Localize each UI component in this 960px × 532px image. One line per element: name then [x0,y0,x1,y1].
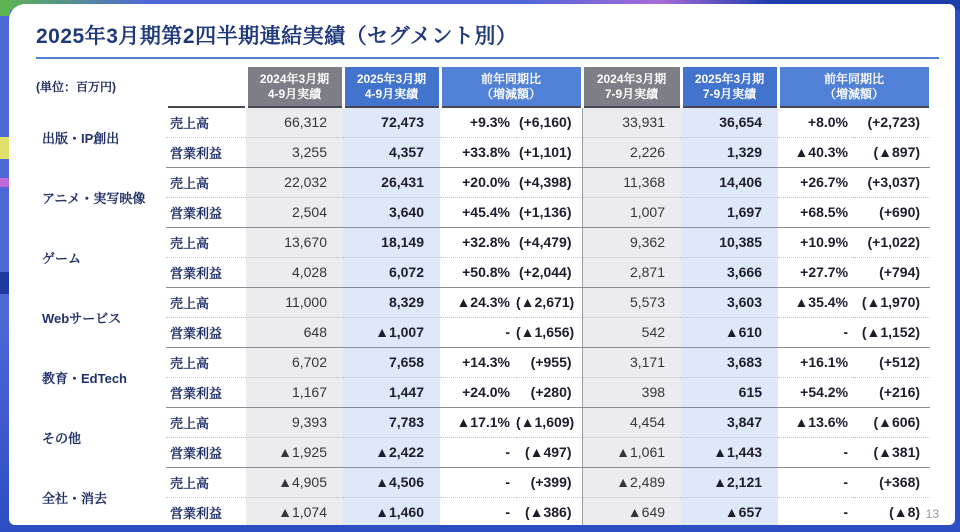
value-cell: ▲1,443 [681,437,778,467]
metric-label: 営業利益 [170,505,223,521]
corner-cell [166,67,246,107]
metric-label: 売上高 [166,227,246,257]
edge-accent-green [0,0,10,16]
value-cell: +10.9% [778,227,854,257]
value-cell: 22,032 [246,167,343,197]
metric-label: 営業利益 [166,137,246,167]
value-cell: 398 [582,377,681,407]
value-cell: - [778,317,854,347]
col-header-fy2024-q2: 2024年3月期 7-9月実績 [582,67,681,107]
value-cell: (▲2,671) [516,287,582,317]
value-cell: 7,658 [343,347,440,377]
value-cell: - [778,467,854,497]
metric-label: 売上高 [166,467,246,497]
value-cell: ▲24.3% [440,287,516,317]
value-cell: 4,357 [343,137,440,167]
table-row [36,437,930,467]
value-cell: 9,362 [582,227,681,257]
value-cell: 26,431 [343,167,440,197]
value-cell: ▲1,460 [343,497,440,525]
value-cell: 13,670 [246,227,343,257]
value-cell: 14,406 [681,167,778,197]
value-cell: +54.2% [778,377,854,407]
value-cell: 3,683 [681,347,778,377]
metric-label: 営業利益 [166,317,246,347]
value-cell: 1,697 [681,197,778,227]
table-row [36,137,930,167]
value-cell: (▲897) [854,137,930,167]
value-cell: (+1,022) [854,227,930,257]
value-cell: ▲17.1% [440,407,516,437]
value-cell: (▲1,609) [516,407,582,437]
value-cell: ▲1,074 [246,497,343,525]
value-cell: 2,871 [582,257,681,287]
metric-label: 売上高 [166,167,246,197]
segment-label: 教育・EdTech [42,370,127,386]
value-cell: 2,226 [582,137,681,167]
value-cell: (▲8) [889,504,921,521]
unit-label: (単位：百万円) [36,79,116,94]
value-cell: ▲657 [681,497,778,525]
value-cell: ▲2,422 [343,437,440,467]
segment-label: 全社・消去 [42,490,108,506]
value-cell: ▲40.3% [778,137,854,167]
value-cell: 542 [582,317,681,347]
col-header-fy2025-h1: 2025年3月期 4-9月実績 [343,67,440,107]
value-cell: +16.1% [778,347,854,377]
value-cell: - [440,437,516,467]
value-cell: 72,473 [343,107,440,137]
metric-label: 営業利益 [166,197,246,227]
value-cell: - [843,504,849,521]
metric-label: 営業利益 [166,437,246,467]
page-number: 13 [925,507,939,521]
value-cell: (+1,136) [516,197,582,227]
metric-label: 売上高 [166,347,246,377]
value-cell: 11,000 [246,287,343,317]
slide-card [9,4,955,525]
value-cell: 18,149 [343,227,440,257]
table-row [36,107,930,137]
col-header-yoy-h1: 前年同期比 （増減額） [440,67,582,107]
table-row [36,167,930,197]
metric-label: 営業利益 [166,377,246,407]
value-cell: ▲4,905 [246,467,343,497]
value-cell: 4,454 [582,407,681,437]
table-row [36,287,930,317]
value-cell: (+280) [516,377,582,407]
value-cell: 2,504 [246,197,343,227]
value-cell: 3,847 [681,407,778,437]
value-cell: 8,329 [343,287,440,317]
value-cell: (▲606) [854,407,930,437]
value-cell: ▲1,007 [343,317,440,347]
table-row [36,377,930,407]
value-cell: (+4,398) [516,167,582,197]
value-cell: ▲35.4% [778,287,854,317]
edge-accent-pink [0,178,9,187]
table-row [36,467,930,497]
value-cell: 6,702 [246,347,343,377]
segment-label: その他 [42,430,82,446]
value-cell: - [440,467,516,497]
value-cell: +32.8% [440,227,516,257]
value-cell: 10,385 [681,227,778,257]
value-cell: ▲1,925 [246,437,343,467]
value-cell: 36,654 [681,107,778,137]
value-cell: +8.0% [778,107,854,137]
value-cell: +9.3% [440,107,516,137]
value-cell: 3,666 [681,257,778,287]
header-row [36,67,930,107]
table-row [36,227,930,257]
value-cell: +45.4% [440,197,516,227]
value-cell: (+690) [854,197,930,227]
value-cell: ▲2,489 [582,467,681,497]
value-cell: (+6,160) [516,107,582,137]
table-row [36,197,930,227]
value-cell: +26.7% [778,167,854,197]
value-cell: ▲2,121 [681,467,778,497]
value-cell: 615 [681,377,778,407]
value-cell: +20.0% [440,167,516,197]
value-cell: +27.7% [778,257,854,287]
table-row [36,347,930,377]
value-cell: (+794) [854,257,930,287]
value-cell: (+4,479) [516,227,582,257]
segment-label: アニメ・実写映像 [42,190,146,206]
value-cell: 3,255 [246,137,343,167]
metric-label: 売上高 [166,407,246,437]
value-cell: (▲381) [854,437,930,467]
value-cell: 3,640 [343,197,440,227]
value-cell: 1,167 [246,377,343,407]
value-cell: (+3,037) [854,167,930,197]
unit-label-cell [36,67,166,107]
value-cell: ▲649 [582,497,681,525]
value-cell: 3,603 [681,287,778,317]
segment-label: ゲーム [42,250,82,266]
value-cell: +33.8% [440,137,516,167]
value-cell: +68.5% [778,197,854,227]
metric-label: 売上高 [166,287,246,317]
value-cell: (▲1,656) [516,317,582,347]
value-cell: (+2,044) [516,257,582,287]
value-cell: (+955) [516,347,582,377]
value-cell: 33,931 [582,107,681,137]
table-row [36,257,930,287]
value-cell: (+512) [854,347,930,377]
value-cell: 3,171 [582,347,681,377]
table-row [36,317,930,347]
value-cell: 5,573 [582,287,681,317]
col-header-fy2025-q2: 2025年3月期 7-9月実績 [681,67,778,107]
value-cell: (+2,723) [854,107,930,137]
value-cell: +50.8% [440,257,516,287]
metric-label: 営業利益 [166,257,246,287]
value-cell: (▲386) [524,504,572,521]
col-header-yoy-q2: 前年同期比 （増減額） [778,67,930,107]
table-row [36,407,930,437]
value-cell: (▲1,152) [854,317,930,347]
value-cell: - [778,437,854,467]
value-cell: ▲4,506 [343,467,440,497]
value-cell: 66,312 [246,107,343,137]
value-cell: (+368) [854,467,930,497]
value-cell: +14.3% [440,347,516,377]
value-cell: 1,329 [681,137,778,167]
col-header-fy2024-h1: 2024年3月期 4-9月実績 [246,67,343,107]
segment-label: Webサービス [42,310,122,326]
value-cell: - [440,317,516,347]
value-cell: 1,447 [343,377,440,407]
value-cell: ▲13.6% [778,407,854,437]
page-title: 2025年3月期第2四半期連結実績（セグメント別） [36,25,518,48]
value-cell: +24.0% [440,377,516,407]
title-underline [36,57,939,59]
segment-results-table [36,67,932,525]
value-cell: (▲497) [516,437,582,467]
value-cell: - [505,504,510,521]
value-cell: ▲610 [681,317,778,347]
value-cell: 9,393 [246,407,343,437]
value-cell: 4,028 [246,257,343,287]
value-cell: 648 [246,317,343,347]
value-cell: (+1,101) [516,137,582,167]
value-cell: 7,783 [343,407,440,437]
value-cell: 11,368 [582,167,681,197]
value-cell: (+399) [516,467,582,497]
value-cell: (+216) [854,377,930,407]
table-row [36,497,930,525]
metric-label: 売上高 [166,107,246,137]
value-cell: ▲1,061 [582,437,681,467]
segment-label: 出版・IP創出 [42,130,120,146]
value-cell: (▲1,970) [854,287,930,317]
value-cell: 1,007 [582,197,681,227]
value-cell: 6,072 [343,257,440,287]
